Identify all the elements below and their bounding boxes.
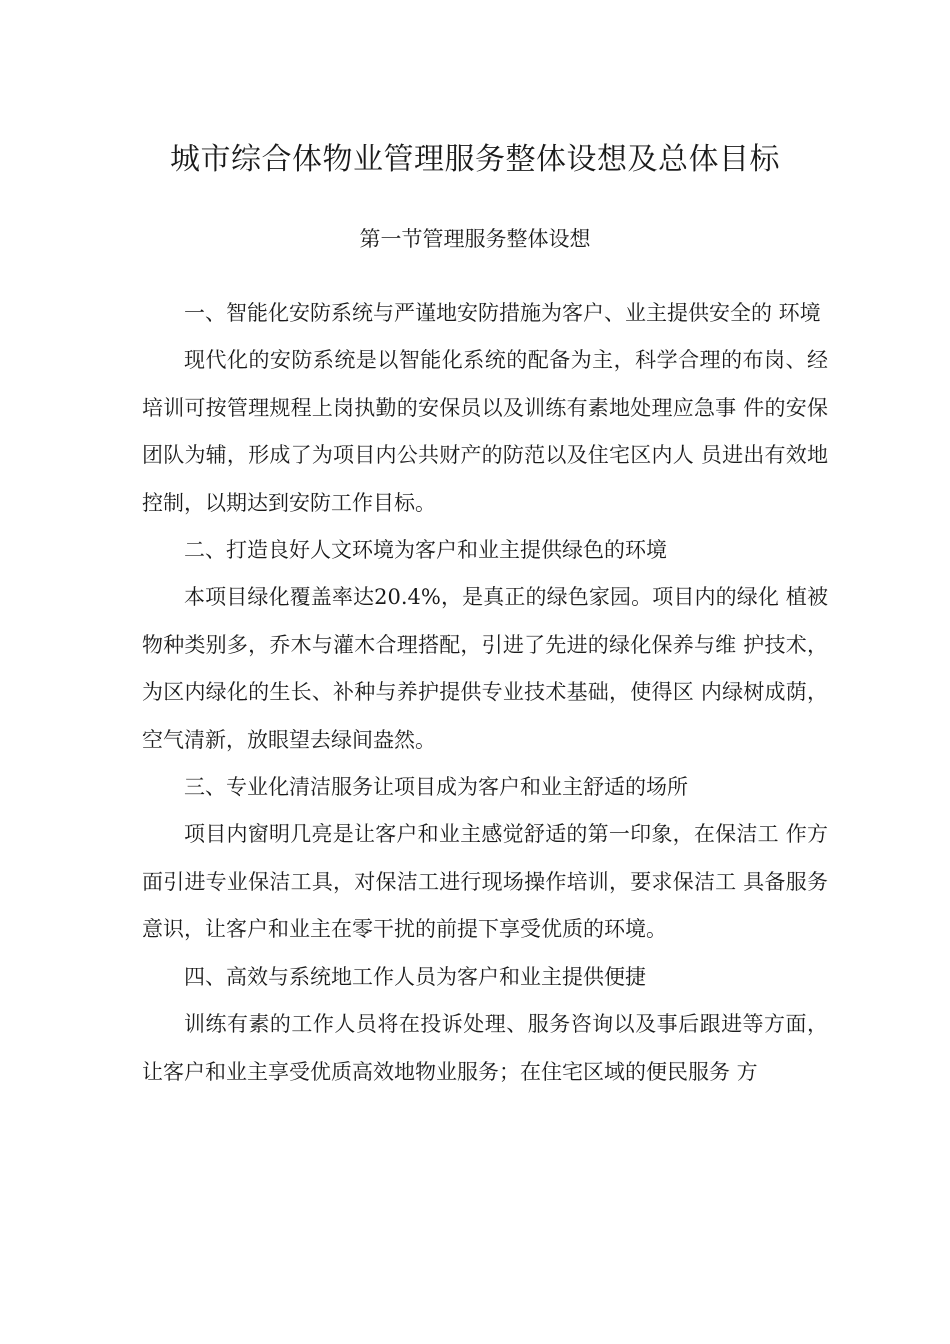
paragraph-security: 现代化的安防系统是以智能化系统的配备为主，科学合理的布岗、经培训可按管理规程上岗执勤的安保员以及训练有素地处理应急事 件的安保团队为辅，形成了为项目内公共财产的防范以及住宅区内人 员进出有效地控制，以期达到安防工作目标。	[142, 348, 828, 515]
paragraph-cleaning: 项目内窗明几亮是让客户和业主感觉舒适的第一印象，在保洁工 作方面引进专业保洁工具，对保洁工进行现场操作培训，要求保洁工 具备服务意识，让客户和业主在零干扰的前提下享受优质的环境。	[142, 822, 828, 942]
document-title: 城市综合体物业管理服务整体设想及总体目标	[170, 142, 780, 177]
document-body	[142, 290, 828, 1096]
section-title: 第一节管理服务整体设想	[359, 227, 591, 251]
heading-security: 一、智能化安防系统与严谨地安防措施为客户、业主提供安全的 环境	[184, 301, 821, 325]
paragraph-staff: 训练有素的工作人员将在投诉处理、服务咨询以及事后跟进等方面，让客户和业主享受优质高效地物业服务；在住宅区域的便民服务 方	[142, 1012, 828, 1084]
heading-environment: 二、打造良好人文环境为客户和业主提供绿色的环境	[184, 538, 667, 563]
heading-cleaning: 三、专业化清洁服务让项目成为客户和业主舒适的场所	[184, 775, 688, 800]
paragraph-environment: 本项目绿化覆盖率达20.4%，是真正的绿色家园。项目内的绿化 植被物种类别多，乔木与灌木合理搭配，引进了先进的绿化保养与维 护技术，为区内绿化的生长、补种与养护提供专业技术基础，使得区 内绿树成荫，空气清新，放眼望去绿间盎然。	[142, 585, 828, 752]
heading-staff: 四、高效与系统地工作人员为客户和业主提供便捷	[184, 964, 646, 989]
